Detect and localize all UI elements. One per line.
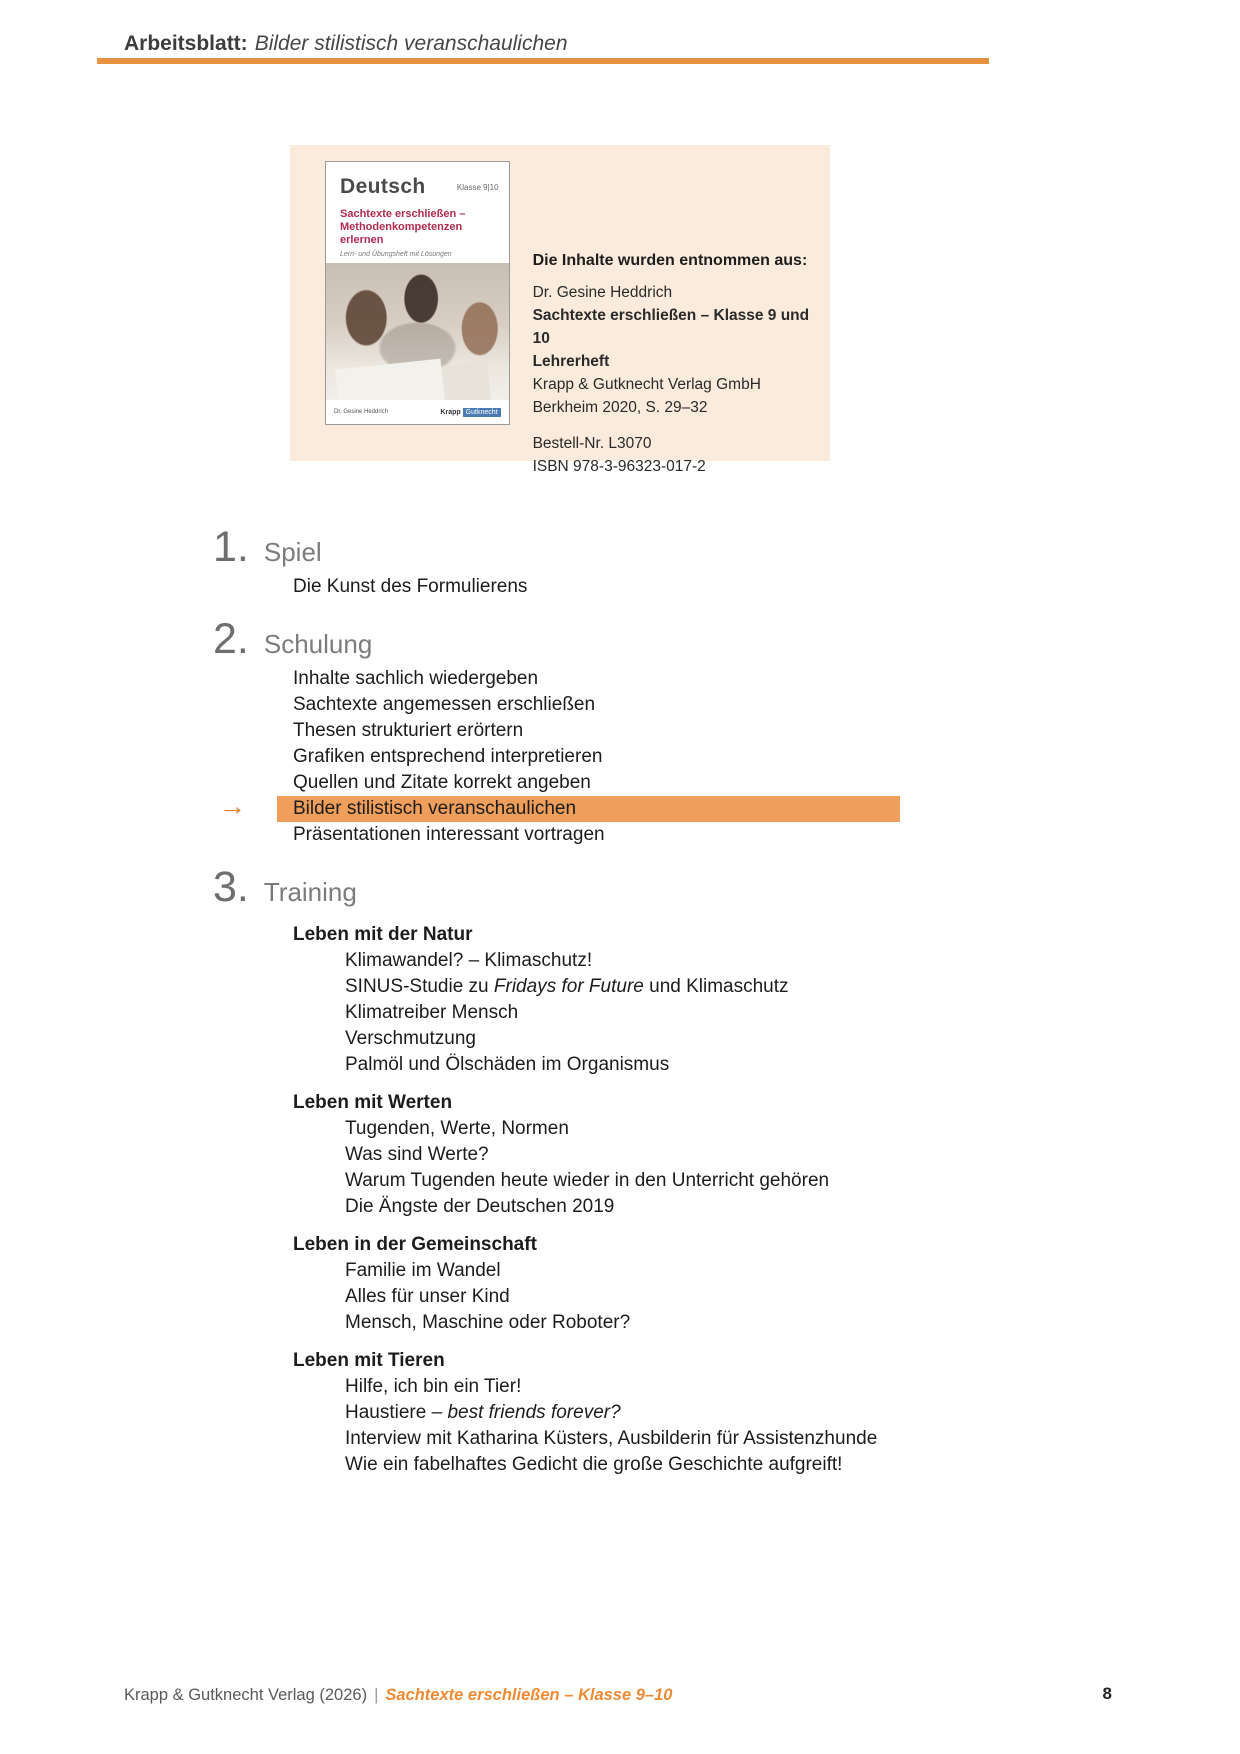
toc-section-title: Spiel [263,537,322,567]
toc-item: Sachtexte angemessen erschließen [293,694,596,715]
toc-section-title: Schulung [263,629,373,659]
toc-group-header: Leben in der Gemeinschaft [293,1234,537,1255]
book-cover-subject: Deutsch [340,175,426,198]
header-rule [97,58,989,64]
toc-section-heading [213,864,1133,910]
toc-item: Präsentationen interessant vortragen [293,824,605,845]
toc-group-gemeinschaft [213,1232,1133,1336]
toc-item: Die Kunst des Formulierens [293,576,528,597]
toc-item: Haustiere – best friends forever? [345,1402,621,1423]
book-cover-header [326,162,509,263]
citation-intro: Die Inhalte wurden entnommen aus: [532,252,808,269]
toc-item: Mensch, Maschine oder Roboter? [345,1312,631,1333]
toc-section-number: 1. [213,523,249,571]
toc-section-heading [213,524,1133,570]
toc-item: SINUS-Studie zu Fridays for Future und Klimaschutz [345,976,789,997]
toc-section-number: 3. [213,863,249,911]
book-cover-photo [326,263,509,400]
citation-isbn: ISBN 978-3-96323-017-2 [532,458,706,475]
toc-section-schulung [213,616,1133,848]
toc-item: Die Ängste der Deutschen 2019 [345,1196,615,1217]
toc-item: Wie ein fabelhaftes Gedicht die große Geschichte aufgreift! [345,1454,843,1475]
toc-item: Verschmutzung [345,1028,476,1049]
toc-item: Klimatreiber Mensch [345,1002,519,1023]
footer-publisher: Krapp & Gutknecht Verlag (2026) [124,1686,368,1704]
toc-item: Warum Tugenden heute wieder in den Unterricht gehören [345,1170,830,1191]
toc-section-training [213,864,1133,1478]
table-of-contents [213,524,1133,1494]
toc-item: Inhalte sachlich wiedergeben [293,668,539,689]
toc-item: Klimawandel? – Klimaschutz! [345,950,593,971]
page-title: Bilder stilistisch veranschaulichen [254,32,568,55]
citation-publisher: Krapp & Gutknecht Verlag GmbH [532,376,761,393]
book-cover [325,161,510,425]
toc-group-header: Leben mit der Natur [293,924,473,945]
page-footer [124,1686,672,1705]
toc-group-tiere [213,1348,1133,1478]
citation-order-number: Bestell-Nr. L3070 [532,435,652,452]
book-cover-footer [326,400,509,424]
toc-group-header: Leben mit Werten [293,1092,453,1113]
toc-item: Tugenden, Werte, Normen [345,1118,569,1139]
book-cover-subtitle: Lern- und Übungsheft mit Lösungen [340,251,452,258]
citation-subtitle: Lehrerheft [532,353,610,370]
toc-item: Was sind Werte? [345,1144,489,1165]
page-header [124,32,568,56]
toc-item-highlighted-label: Bilder stilistisch veranschaulichen [293,798,577,819]
citation-author: Dr. Gesine Heddrich [532,284,673,301]
citation-place-year: Berkheim 2020, S. 29–32 [532,399,708,416]
arrow-right-icon: → [219,791,246,821]
publisher-logo: Krapp Gutknecht [440,408,500,417]
toc-section-spiel [213,524,1133,600]
toc-item: Palmöl und Ölschäden im Organismus [345,1054,670,1075]
page-number: 8 [1102,1684,1112,1703]
footer-series-title: Sachtexte erschließen – Klasse 9–10 [385,1686,673,1704]
spacer [533,419,830,432]
toc-item: Thesen strukturiert erörtern [293,720,524,741]
toc-group-werte [213,1090,1133,1220]
citation-title: Sachtexte erschließen – Klasse 9 und 10 [532,307,810,347]
header-label: Arbeitsblatt: [124,32,248,55]
toc-item: Hilfe, ich bin ein Tier! [345,1376,522,1397]
book-cover-title: Sachtexte erschließen – Methodenkompetenzen erlernen [340,208,466,246]
footer-separator: | [374,1686,379,1704]
source-box [290,145,830,475]
toc-section-title: Training [263,877,357,907]
toc-item: Alles für unser Kind [345,1286,510,1307]
toc-item: Quellen und Zitate korrekt angeben [293,772,591,793]
toc-item: Familie im Wandel [345,1260,501,1281]
toc-item-highlighted [219,791,900,822]
toc-item: Interview mit Katharina Küsters, Ausbilderin für Assistenzhunde [345,1428,878,1449]
citation-block [532,145,830,475]
toc-section-heading [213,616,1133,662]
toc-item: Grafiken entsprechend interpretieren [293,746,603,767]
toc-section-number: 2. [213,615,249,663]
book-cover-klasse: Klasse 9|10 [456,183,499,192]
toc-group-natur [213,922,1133,1078]
toc-group-header: Leben mit Tieren [293,1350,445,1371]
book-cover-author: Dr. Gesine Heddrich [334,409,389,415]
